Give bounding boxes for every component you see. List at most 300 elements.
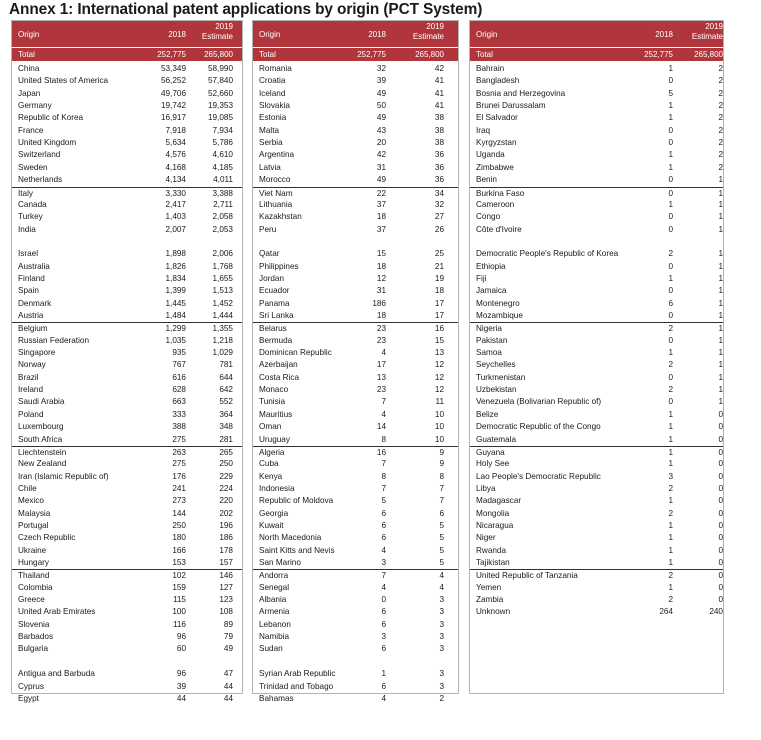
value-2018: 50 [376,101,386,111]
value-2019: 3 [439,632,444,642]
table-row [253,409,458,421]
value-2019: 1 [718,397,723,407]
value-2019: 47 [223,669,233,679]
origin-name: Greece [18,595,45,605]
table-row [12,384,242,396]
origin-name: Bosnia and Herzegovina [476,88,566,98]
origin-name: Qatar [259,249,280,259]
origin-name: Belgium [18,324,48,334]
value-2019: 1 [718,286,723,296]
table-row [12,125,242,137]
value-2018: 3 [381,632,386,642]
origin-name: Congo [476,212,501,222]
origin-name: Barbados [18,632,54,642]
origin-name: Uzbekistan [476,385,517,395]
table-row [470,75,723,87]
value-2019: 642 [219,385,233,395]
origin-name: Democratic People's Republic of Korea [476,249,619,259]
origin-name: Finland [18,273,45,283]
origin-name: Turkey [18,212,43,222]
table-row [253,88,458,100]
value-2018: 14 [376,422,386,432]
origin-name: Serbia [259,138,283,148]
total-2018: 252,775 [644,50,673,59]
value-2018: 6 [381,607,386,617]
table-header [12,21,242,47]
value-2018: 20 [376,138,386,148]
value-2019: 108 [219,607,233,617]
value-2019: 1,218 [212,335,233,345]
value-2019: 10 [434,422,444,432]
origin-name: Sri Lanka [259,311,294,320]
value-2018: 663 [172,397,186,407]
value-2018: 2 [668,249,673,259]
origin-name: Montenegro [476,298,520,308]
table-row [12,631,242,643]
origin-name: Venezuela (Bolivarian Republic of) [476,397,602,407]
table-row [12,421,242,433]
table-row [470,199,723,211]
table-row [470,112,723,124]
value-2019: 0 [718,409,723,419]
table-row [12,495,242,507]
value-2019: 2 [718,113,723,123]
value-2018: 5,634 [165,138,186,148]
table-row [253,545,458,557]
value-2019: 127 [219,582,233,592]
origin-name: Indonesia [259,483,295,493]
value-2018: 4 [381,409,386,419]
value-2018: 5 [668,88,673,98]
value-2018: 1 [668,545,673,555]
value-2018: 53,349 [160,64,186,73]
header-origin: Origin [259,30,281,39]
table-row [253,199,458,211]
value-2018: 2,007 [165,224,186,234]
value-2019: 26 [434,224,444,234]
origin-name: Panama [259,298,290,308]
value-2018: 4,168 [165,162,186,172]
table-row [253,137,458,149]
table-row [253,162,458,174]
value-2019: 44 [223,681,233,691]
value-2018: 1 [668,447,673,457]
origin-name: Malaysia [18,508,51,518]
value-2019: 12 [434,360,444,370]
origin-name: Poland [18,409,44,419]
table-row [12,359,242,371]
origin-name: Brunei Darussalam [476,101,546,111]
value-2019: 41 [434,88,444,98]
table-row [470,285,723,297]
origin-name: Iceland [259,88,286,98]
value-2018: 159 [172,582,186,592]
value-2018: 2 [668,385,673,395]
origin-name: Belize [476,409,499,419]
value-2018: 7 [381,397,386,407]
value-2019: 4,011 [213,175,233,185]
value-2019: 4 [439,582,444,592]
table-row [12,63,242,75]
value-2019: 3 [439,595,444,605]
table-row [470,483,723,495]
table-row [12,668,242,680]
value-2019: 0 [718,520,723,530]
value-2019: 2 [718,101,723,111]
table-row [470,409,723,421]
origin-name: Turkmenistan [476,372,526,382]
header-origin: Origin [18,30,40,39]
value-2018: 1 [668,150,673,160]
value-2019: 41 [434,76,444,86]
origin-name: Morocco [259,175,291,185]
origin-name: Côte d'Ivoire [476,224,522,234]
value-2018: 3 [381,558,386,567]
total-row [12,47,242,61]
value-2018: 18 [376,212,386,222]
table-row [12,656,242,668]
table-row [253,458,458,470]
origin-name: Bangladesh [476,76,520,86]
value-2019: 1,513 [212,286,233,296]
origin-name: Bahamas [259,693,294,703]
table-row [12,409,242,421]
table-row [253,656,458,668]
value-2018: 1 [668,459,673,469]
value-2019: 38 [434,138,444,148]
value-2019: 18 [434,286,444,296]
value-2019: 8 [439,471,444,481]
origin-name: Holy See [476,459,510,469]
value-2018: 49 [376,88,386,98]
table-row [12,100,242,112]
value-2019: 1 [718,212,723,222]
origin-name: Georgia [259,508,289,518]
value-2019: 1 [718,311,723,320]
value-2019: 49 [223,644,233,654]
origin-name: United Kingdom [18,138,77,148]
table-row [12,619,242,631]
value-2019: 220 [219,496,233,506]
value-2019: 2 [718,162,723,172]
table-row [253,668,458,680]
value-2018: 31 [376,286,386,296]
origin-name: Nicaragua [476,520,514,530]
table-row [470,372,723,384]
value-2019: 12 [434,385,444,395]
value-2018: 8 [381,434,386,444]
origin-name: Austria [18,311,44,320]
value-2019: 2 [718,150,723,160]
value-2018: 1 [668,162,673,172]
value-2018: 32 [376,64,386,73]
value-2019: 0 [718,545,723,555]
value-2019: 3 [439,619,444,629]
table-row [12,273,242,285]
value-2019: 1 [718,298,723,308]
value-2019: 32 [434,199,444,209]
value-2018: 1,484 [165,311,186,320]
value-2019: 3,388 [212,188,233,198]
origin-name: Ireland [18,385,44,395]
value-2019: 0 [718,558,723,567]
value-2019: 0 [718,483,723,493]
value-2019: 186 [219,533,233,543]
table-row [470,520,723,532]
table-row [12,162,242,174]
value-2019: 2,006 [212,249,233,259]
page-title: Annex 1: International patent applications by origin (PCT System) [9,1,483,18]
value-2019: 36 [434,162,444,172]
origin-name: South Africa [18,434,63,444]
value-2019: 146 [219,571,233,581]
value-2018: 250 [172,520,186,530]
table-row [253,149,458,161]
origin-name: Uruguay [259,434,290,444]
table-row [253,285,458,297]
origin-name: Hungary [18,558,49,567]
table-row [253,75,458,87]
table-row [12,582,242,594]
value-2019: 44 [223,693,233,703]
table-row [12,174,242,186]
value-2018: 49,706 [160,88,186,98]
value-2019: 17 [434,298,444,308]
value-2018: 1 [668,348,673,358]
origin-name: Bermuda [259,335,293,345]
value-2018: 49 [376,175,386,185]
value-2019: 0 [718,582,723,592]
origin-name: Tunisia [259,397,286,407]
value-2018: 12 [376,273,386,283]
table-row [12,88,242,100]
value-2019: 1 [718,188,723,198]
origin-name: India [18,224,36,234]
table-row [253,434,458,446]
table-row [12,285,242,297]
value-2019: 1 [718,249,723,259]
origin-name: Mongolia [476,508,510,518]
value-2019: 52,660 [207,88,233,98]
total-label: Total [476,50,493,59]
value-2018: 6 [381,681,386,691]
table-row [470,458,723,470]
value-2018: 767 [172,360,186,370]
origin-name: Guyana [476,447,505,457]
table-row [12,335,242,347]
origin-name: New Zealand [18,459,67,469]
table-row [253,359,458,371]
value-2018: 2 [668,324,673,334]
value-2018: 0 [668,261,673,271]
value-2019: 196 [219,520,233,530]
table-row [12,347,242,359]
table-panel-3 [469,20,724,694]
total-2019: 265,800 [694,50,723,59]
table-row [12,298,242,310]
value-2019: 9 [439,459,444,469]
origin-name: Albania [259,595,287,605]
table-row [253,236,458,248]
origin-name: Croatia [259,76,286,86]
value-2019: 2 [718,88,723,98]
value-2018: 144 [172,508,186,518]
value-2018: 6 [381,644,386,654]
value-2019: 3 [439,669,444,679]
table-row [253,508,458,520]
value-2019: 25 [434,249,444,259]
value-2019: 13 [434,348,444,358]
value-2018: 275 [172,459,186,469]
table-row [12,557,242,569]
origin-name: Cuba [259,459,279,469]
value-2018: 56,252 [160,76,186,86]
value-2018: 1 [668,64,673,73]
table-row [253,384,458,396]
value-2018: 4,576 [165,150,186,160]
origin-name: Japan [18,88,41,98]
value-2018: 3 [668,471,673,481]
value-2018: 0 [668,138,673,148]
value-2018: 5 [381,496,386,506]
value-2019: 7 [439,496,444,506]
origin-name: Viet Nam [259,188,293,198]
origin-name: Mauritius [259,409,293,419]
value-2019: 11 [435,397,444,407]
value-2019: 1 [718,372,723,382]
value-2019: 3 [439,681,444,691]
value-2018: 7 [381,459,386,469]
table-row [12,261,242,273]
value-2018: 18 [376,261,386,271]
origin-name: Sudan [259,644,283,654]
value-2019: 1,655 [212,273,233,283]
origin-name: Italy [18,188,34,198]
origin-name: Estonia [259,113,287,123]
value-2018: 1 [668,558,673,567]
value-2018: 1,834 [165,273,186,283]
table-row [470,508,723,520]
origin-name: Andorra [259,571,289,581]
origin-name: Bulgaria [18,644,49,654]
value-2018: 22 [376,188,386,198]
total-2018: 252,775 [357,50,386,59]
table-row [470,545,723,557]
value-2018: 1,399 [165,286,186,296]
value-2019: 250 [219,459,233,469]
table-row [253,582,458,594]
origin-name: Samoa [476,348,502,358]
value-2019: 157 [219,558,233,567]
origin-name: Romania [259,64,292,73]
origin-name: Czech Republic [18,533,76,543]
table-row [470,137,723,149]
value-2018: 1 [668,496,673,506]
origin-name: Ecuador [259,286,290,296]
origin-name: Lithuania [259,199,293,209]
table-row [12,520,242,532]
total-row [253,47,458,61]
table-header [470,21,723,47]
value-2018: 1 [668,582,673,592]
value-2018: 0 [668,188,673,198]
origin-name: Belarus [259,324,287,334]
origin-name: Syrian Arab Republic [259,669,336,679]
value-2018: 1 [668,533,673,543]
value-2019: 3 [439,607,444,617]
origin-name: San Marino [259,558,301,567]
origin-name: Egypt [18,693,39,703]
table-row [470,471,723,483]
value-2018: 0 [668,335,673,345]
origin-name: Azerbaijan [259,360,298,370]
origin-name: Ukraine [18,545,47,555]
table-row [470,594,723,606]
table-row [253,631,458,643]
value-2019: 19 [434,273,444,283]
origin-name: Thailand [18,571,50,581]
table-row [12,310,242,322]
value-2019: 364 [219,409,233,419]
total-2019: 265,800 [204,50,233,59]
value-2019: 224 [219,483,233,493]
value-2018: 0 [668,372,673,382]
origin-name: Slovenia [18,619,50,629]
table-row [470,211,723,223]
origin-name: Niger [476,533,496,543]
origin-name: Kuwait [259,520,284,530]
table-row [253,372,458,384]
table-row [253,471,458,483]
value-2019: 0 [718,447,723,457]
table-row [470,606,723,618]
table-row [253,125,458,137]
table-row [470,495,723,507]
value-2019: 7 [439,483,444,493]
origin-name: Kyrgyzstan [476,138,517,148]
table-row [470,347,723,359]
value-2018: 186 [372,298,386,308]
value-2018: 0 [668,397,673,407]
table-row [470,359,723,371]
value-2019: 1 [718,348,723,358]
value-2018: 3,330 [165,188,186,198]
header-origin: Origin [476,30,498,39]
origin-name: Namibia [259,632,290,642]
table-row [253,112,458,124]
table-row [253,347,458,359]
value-2019: 2 [718,125,723,135]
table-row [253,298,458,310]
value-2019: 21 [434,261,444,271]
value-2019: 6 [439,508,444,518]
value-2018: 4,134 [165,175,186,185]
origin-name: Sweden [18,162,48,172]
value-2019: 0 [718,533,723,543]
table-row [470,125,723,137]
origin-name: Unknown [476,607,511,617]
origin-name: Costa Rica [259,372,300,382]
table-row [470,582,723,594]
value-2019: 2,711 [213,199,233,209]
table-row [12,224,242,236]
table-row [470,174,723,186]
table-row [470,557,723,569]
value-2018: 23 [376,335,386,345]
origin-name: United States of America [18,76,109,86]
table-row [253,557,458,569]
value-2018: 0 [668,286,673,296]
